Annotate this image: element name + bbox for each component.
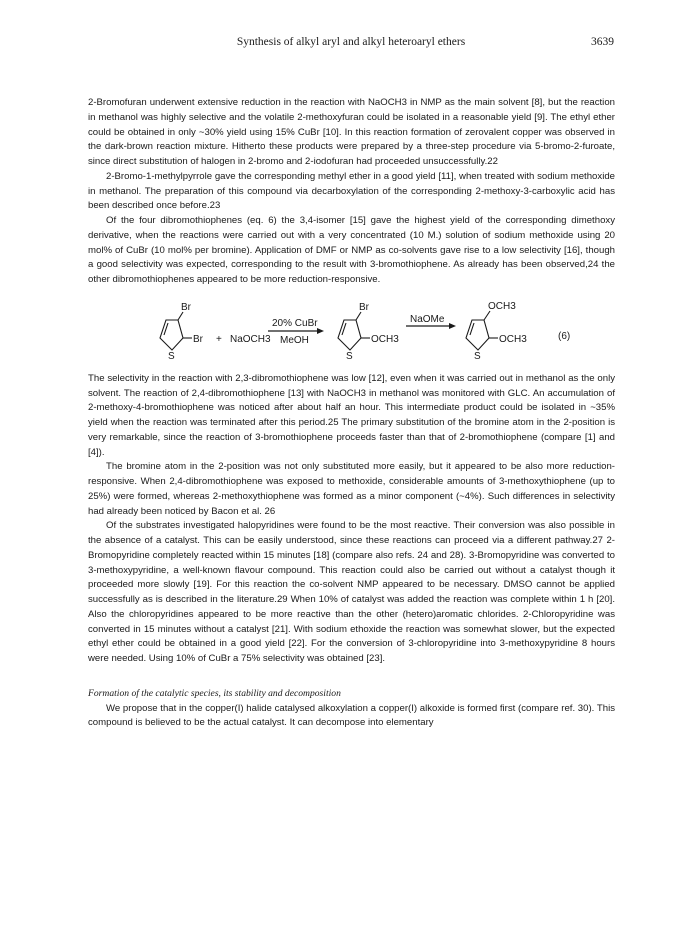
paragraph-dibromothiophenes: Of the four dibromothiophenes (eq. 6) the 3,4-isomer [15] gave the highest yield of the corresponding dimethoxy derivative, when the reactions were carried out with a very concentrated (10 M.) solution of sodium methoxide using 20 mol% of CuBr (10 mol% per bromine). Application of DMF or NMP as co-solvents gave rise to a low selectivity [16], though a good selectivity was expected, corresponding to the result with 3-bromothiophene. As already has been observed,24 the other dibromothiophenes appeared to be more reduction-responsive. bbox=[88, 215, 615, 285]
s-label-1: S bbox=[168, 350, 175, 360]
thiophene-ring-3 bbox=[466, 320, 489, 350]
article-body bbox=[88, 96, 615, 731]
s-label-3: S bbox=[474, 350, 481, 360]
thiophene-ring-1 bbox=[160, 320, 183, 350]
section-heading: Formation of the catalytic species, its stability and decomposition bbox=[88, 687, 341, 699]
arrow1-bottom-label: MeOH bbox=[280, 334, 309, 346]
page-header bbox=[88, 36, 614, 52]
paragraph-furan: 2-Bromofuran underwent extensive reduction in the reaction with NaOCH3 in NMP as the main solvent [8], but the reaction in methanol was highly selective and the volatile 2-methoxyfuran could be isolated in a reasonable yield [9]. The ethyl ether could be obtained in only ~30% yield using 15% CuBr [10]. In this reaction formation of zerovalent copper was observed in the dark-brown reaction mixture. Hitherto these products were prepared by a three-step procedure via 5-bromo-2-furoate, since direct substitution of halogen in 2-bromo and 2-iodofuran had proceeded unsuccessfully.22 bbox=[88, 97, 615, 167]
arrow1-top-label: 20% CuBr bbox=[272, 317, 318, 329]
paragraph-halopyridines: Of the substrates investigated halopyridines were found to be the most reactive. Their conversion was also possible in the absence of a catalyst. This can be easily understood, since these reactions can proceed via a different pathway.27 2-Bromopyridine completely reacted within 15 minutes [18] (compare also refs. 24 and 28). 3-Bromopyridine was converted to 3-methoxypyridine, a well-known flavour compound. This reaction could also be carried out without a catalyst though it proceeded more slowly [19]. For this reaction the co-solvent NMP appeared to be necessary. DMSO cannot be applied successfully as is described in the literature.29 When 10% of catalyst was added the reaction was complete within 1 h [20]. Also the chloropyridines appeared to be more reactive than the other (hetero)aromatic chlorides. 2-Chloropyridine was converted in 15 minutes without a catalyst [21]. With sodium ethoxide the reaction was somewhat slower, but the expected ethyl ether could be obtained in a good yield [22]. For the conversion of 3-chloropyridine into 3-methoxypyridine 8 hours were needed. Using 10% of CuBr a 75% selectivity was obtained [23]. bbox=[88, 520, 615, 664]
paragraph-catalytic-species: We propose that in the copper(I) halide catalysed alkoxylation a copper(I) alkoxide is formed first (compare ref. 30). This compound is believed to be the actual catalyst. It can decompose into elementary bbox=[88, 702, 615, 729]
och3-label-3b: OCH3 bbox=[499, 333, 527, 345]
br-label-1b: Br bbox=[193, 333, 203, 345]
och3-label-3a: OCH3 bbox=[488, 300, 516, 312]
reaction-scheme-drawing bbox=[88, 298, 615, 360]
och3-label-2: OCH3 bbox=[371, 333, 399, 345]
paragraph-23-dibromothiophene: The selectivity in the reaction with 2,3-dibromothiophene was low [12], even when it was carried out in methanol as the only solvent. The reaction of 2,4-dibromothiophene [13] with NaOCH3 in methanol was monitored with GLC. An accumulation of 2-methoxy-4-bromothiophene was noticed after about half an hour. This intermediate product could be isolated in ~35% yield when the reaction was terminated after this period.25 The primary substitution of the bromine atom in the 2-position is very remarkable, since the reaction of 3-bromothiophene proceeds faster than that of 2-bromothiophene (compare [1] and [4]). bbox=[88, 372, 615, 458]
page-number: 3639 bbox=[591, 36, 614, 48]
br-label-2: Br bbox=[359, 301, 369, 313]
arrow2-top-label: NaOMe bbox=[410, 313, 445, 325]
s-label-2: S bbox=[346, 350, 353, 360]
reagent-label: NaOCH3 bbox=[230, 333, 271, 345]
paragraph-bromine-2-position: The bromine atom in the 2-position was not only substituted more easily, but it appeared to be also more reduction-responsive. When 2,4-dibromothiophene was exposed to methoxide, considerable amounts of 3-methoxythiophene (up to 25%) were formed, whereas 2-methoxythiophene was formed as a minor component (~4%). Such differences in selectivity had already been noticed by Bacon et al. 26 bbox=[88, 461, 615, 517]
br-label-1a: Br bbox=[181, 301, 191, 313]
thiophene-ring-2 bbox=[338, 320, 361, 350]
reaction-scheme-6 bbox=[88, 298, 615, 360]
paragraph-pyrrole: 2-Bromo-1-methylpyrrole gave the corresponding methyl ether in a good yield [11], when treated with sodium methoxide in methanol. The preparation of this compound via decarboxylation of the corresponding 2-methoxy-3-carboxylic acid has been described once before.23 bbox=[88, 170, 615, 212]
running-title: Synthesis of alkyl aryl and alkyl heteroaryl ethers bbox=[236, 36, 466, 48]
equation-number: (6) bbox=[558, 330, 571, 342]
plus-sign: + bbox=[216, 333, 222, 345]
